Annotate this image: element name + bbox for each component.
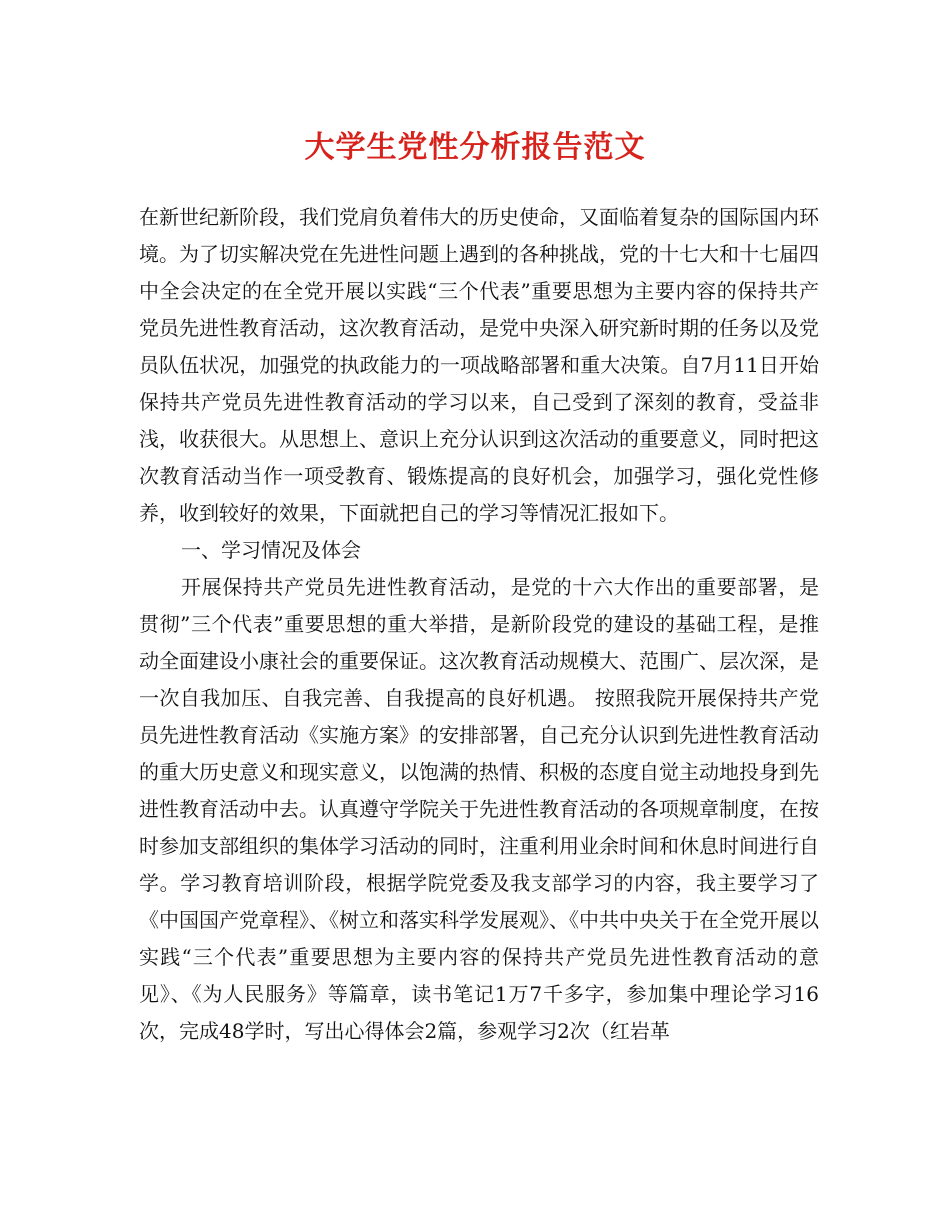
section-heading: 一、学习情况及体会 [181,538,361,562]
page-title: 大学生党性分析报告范文 [304,130,646,165]
document-body [139,199,819,1050]
paragraph-intro: 在新世纪新阶段，我们党肩负着伟大的历史使命，又面临着复杂的国际国内环境。为了切实解决党在先进性问题上遇到的各种挑战，党的十七大和十七届四中全会决定的在全党开展以实践“三个代表”重要思想为主要内容的保持共产党员先进性教育活动，这次教育活动，是党中央深入研究新时期的任务以及党员队伍状况，加强党的执政能力的一项战略部署和重大决策。自7月11日开始保持共产党员先进性教育活动的学习以来，自己受到了深刻的教育，受益非浅，收获很大。从思想上、意识上充分认识到这次活动的重要意义，同时把这次教育活动当作一项受教育、锻炼提高的良好机会，加强学习，强化党性修养，收到较好的效果，下面就把自己的学习等情况汇报如下。 [139,205,819,525]
paragraph-study: 开展保持共产党员先进性教育活动，是党的十六大作出的重要部署，是贯彻”三个代表”重要思想的重大举措，是新阶段党的建设的基础工程，是推动全面建设小康社会的重要保证。这次教育活动规模大、范围广、层次深，是一次自我加压、自我完善、自我提高的良好机遇。 按照我院开展保持共产党员先进性教育活动《实施方案》的安排部署，自己充分认识到先进性教育活动的重大历史意义和现实意义，以饱满的热情、积极的态度自觉主动地投身到先进性教育活动中去。认真遵守学院关于先进性教育活动的各项规章制度，在按时参加支部组织的集体学习活动的同时，注重利用业余时间和休息时间进行自学。学习教育培训阶段，根据学院党委及我支部学习的内容，我主要学习了《中国国产党章程》、《树立和落实科学发展观》、《中共中央关于在全党开展以实践“三个代表”重要思想为主要内容的保持共产党员先进性教育活动的意见》、《为人民服务》等篇章，读书笔记1万7千多字，参加集中理论学习16次，完成48学时，写出心得体会2篇，参观学习2次（红岩革 [139,575,819,1043]
